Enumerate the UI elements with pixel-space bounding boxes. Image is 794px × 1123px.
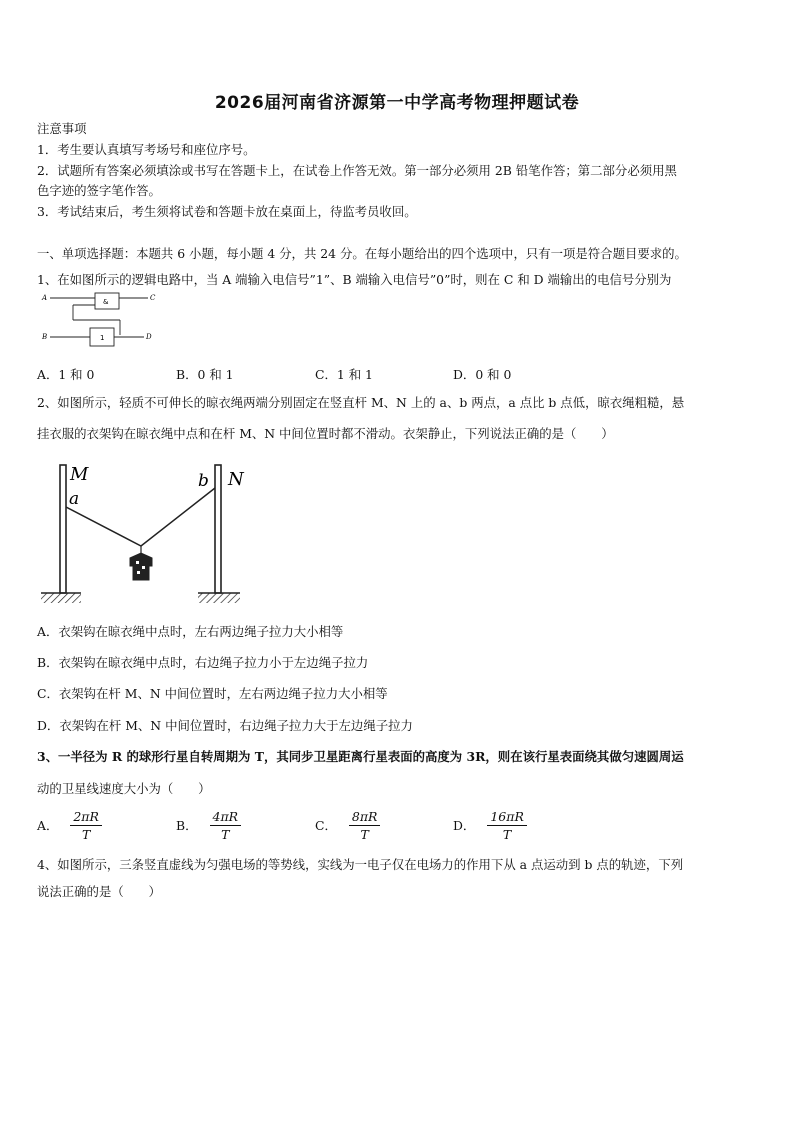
q3-option-a-fraction	[70, 809, 102, 842]
q3-option-b-fraction	[210, 809, 242, 842]
notice-heading: 注意事项	[37, 121, 87, 136]
question-2-stem-line2: 挂衣服的衣架钩在晾衣绳中点和在杆 M、N 中间位置时都不滑动。衣架静止，下列说法正确的是（ ）	[37, 426, 614, 441]
point-a-label: a	[69, 489, 80, 509]
question-3-stem-line2: 动的卫星线速度大小为（ ）	[37, 781, 211, 796]
question-3-stem-line1: 3、一半径为 R 的球形行星自转周期为 T，其同步卫星距离行星表面的高度为 3R，则在该行星表面绕其做匀速圆周运	[37, 749, 684, 764]
q3-option-b-label: B．	[176, 818, 198, 833]
clothesline-figure	[38, 460, 268, 610]
q3-option-a	[37, 805, 102, 845]
and-gate-symbol: &	[103, 298, 109, 306]
q3-option-a-label: A．	[37, 818, 59, 833]
q3-option-d	[453, 805, 527, 845]
page-title: 2026届河南省济源第一中学高考物理押题试卷	[214, 93, 580, 113]
q3-option-d-numerator: 16πR	[487, 809, 527, 826]
not-gate-symbol: 1	[100, 334, 105, 342]
question-2-stem-line1: 2、如图所示，轻质不可伸长的晾衣绳两端分别固定在竖直杆 M、N 上的 a、b 两点，a 点比 b 点低，晾衣绳粗糙，悬	[37, 395, 685, 410]
q1-option-c: C．1 和 1	[315, 367, 373, 382]
question-1-stem: 1、在如图所示的逻辑电路中，当 A 端输入电信号”1”、B 端输入电信号”0”时，则在 C 和 D 端输出的电信号分别为	[37, 272, 672, 287]
q1-option-a: A．1 和 0	[37, 367, 95, 382]
q3-option-c-fraction	[349, 809, 381, 842]
q3-option-d-denominator: T	[502, 826, 512, 842]
terminal-d-label: D	[146, 333, 152, 341]
q2-option-d: D．衣架钩在杆 M、N 中间位置时，右边绳子拉力大于左边绳子拉力	[37, 718, 413, 733]
q3-option-d-fraction	[487, 809, 527, 842]
q3-option-c	[315, 805, 380, 845]
q2-option-c: C．衣架钩在杆 M、N 中间位置时，左右两边绳子拉力大小相等	[37, 686, 388, 701]
point-b-label: b	[198, 471, 209, 491]
q3-option-a-numerator: 2πR	[70, 809, 102, 826]
pole-m-label: M	[70, 464, 89, 485]
q3-option-b-numerator: 4πR	[210, 809, 242, 826]
q1-option-b: B．0 和 1	[176, 367, 234, 382]
terminal-b-label: B	[42, 333, 48, 341]
q2-option-a: A．衣架钩在晾衣绳中点时，左右两边绳子拉力大小相等	[37, 624, 344, 639]
notice-item-1: 1．考生要认真填写考场号和座位序号。	[37, 142, 256, 157]
terminal-a-label: A	[42, 294, 48, 302]
notice-item-3: 3．考试结束后，考生须将试卷和答题卡放在桌面上，待监考员收回。	[37, 204, 417, 219]
logic-circuit-figure	[40, 290, 160, 356]
q3-option-a-denominator: T	[81, 826, 91, 842]
q3-option-d-label: D．	[453, 818, 476, 833]
notice-item-2-line1: 2．试题所有答案必须填涂或书写在答题卡上，在试卷上作答无效。第一部分必须用 2B 铅笔作答；第二部分必须用黑	[37, 163, 677, 178]
question-4-stem-line2: 说法正确的是（ ）	[37, 884, 161, 899]
notice-item-2-line2: 色字迹的签字笔作答。	[37, 183, 161, 198]
q1-option-d: D．0 和 0	[453, 367, 512, 382]
section-heading: 一、单项选择题：本题共 6 小题，每小题 4 分，共 24 分。在每小题给出的四个选项中，只有一项是符合题目要求的。	[37, 246, 687, 261]
q3-option-c-numerator: 8πR	[349, 809, 381, 826]
q3-option-b-denominator: T	[221, 826, 230, 842]
q3-option-c-label: C．	[315, 818, 337, 833]
q3-option-c-denominator: T	[360, 826, 369, 842]
question-4-stem-line1: 4、如图所示，三条竖直虚线为匀强电场的等势线，实线为一电子仅在电场力的作用下从 a 点运动到 b 点的轨迹，下列	[37, 857, 684, 872]
pole-n-label: N	[228, 469, 244, 490]
q3-option-b	[176, 805, 241, 845]
terminal-c-label: C	[150, 294, 156, 302]
q2-option-b: B．衣架钩在晾衣绳中点时，右边绳子拉力小于左边绳子拉力	[37, 655, 369, 670]
